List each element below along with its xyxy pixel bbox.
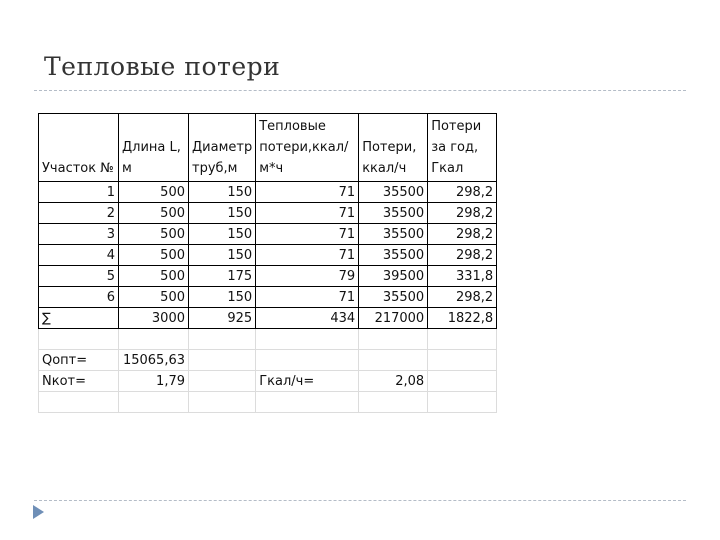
table-row [39, 224, 497, 245]
qopt-row [39, 350, 497, 371]
table-cell: 500 [119, 266, 189, 287]
heat-loss-table [38, 113, 497, 413]
header-cell: Участок № [39, 114, 119, 182]
table-cell: 500 [119, 182, 189, 203]
qopt-value: 15065,63 [119, 350, 189, 371]
slide-title: Тепловые потери [44, 52, 281, 81]
table-cell: 35500 [359, 245, 428, 266]
table-row [39, 203, 497, 224]
blank-row [39, 329, 497, 350]
table-cell: 150 [189, 287, 256, 308]
table-cell: 35500 [359, 224, 428, 245]
totals-row [39, 308, 497, 329]
triangle-bullet-icon [33, 505, 44, 519]
footer-divider [34, 500, 686, 501]
table-cell: 71 [256, 224, 359, 245]
table-cell: 71 [256, 182, 359, 203]
header-cell: Длина L, м [119, 114, 189, 182]
table-cell: 6 [39, 287, 119, 308]
table-cell: 331,8 [428, 266, 497, 287]
table-cell: 298,2 [428, 203, 497, 224]
total-cell: 3000 [119, 308, 189, 329]
table-cell: 35500 [359, 287, 428, 308]
table-cell: 150 [189, 245, 256, 266]
table-cell: 71 [256, 245, 359, 266]
gcal-value: 2,08 [359, 371, 428, 392]
table-cell: 298,2 [428, 224, 497, 245]
blank-row [39, 392, 497, 413]
qopt-label: Qопт= [39, 350, 119, 371]
table-cell: 35500 [359, 203, 428, 224]
header-cell: Потери за год, Гкал [428, 114, 497, 182]
table-row [39, 266, 497, 287]
header-cell: Тепловые потери,ккал/ м*ч [256, 114, 359, 182]
total-cell: 434 [256, 308, 359, 329]
table-cell: 2 [39, 203, 119, 224]
nkot-label: Nкот= [39, 371, 119, 392]
table-cell: 35500 [359, 182, 428, 203]
table-cell: 4 [39, 245, 119, 266]
table-cell: 71 [256, 203, 359, 224]
table-cell: 298,2 [428, 182, 497, 203]
table-cell: 298,2 [428, 245, 497, 266]
header-cell: Диаметр труб,м [189, 114, 256, 182]
table-cell: 298,2 [428, 287, 497, 308]
header-row [39, 114, 497, 182]
title-divider [34, 90, 686, 91]
table-cell: 3 [39, 224, 119, 245]
table-cell: 79 [256, 266, 359, 287]
nkot-row [39, 371, 497, 392]
total-cell: 217000 [359, 308, 428, 329]
table-cell: 71 [256, 287, 359, 308]
table-row [39, 182, 497, 203]
table-cell: 500 [119, 224, 189, 245]
table-cell: 500 [119, 245, 189, 266]
table-cell: 150 [189, 203, 256, 224]
table-cell: 150 [189, 224, 256, 245]
table-cell: 39500 [359, 266, 428, 287]
table-cell: 175 [189, 266, 256, 287]
total-cell: 925 [189, 308, 256, 329]
sum-symbol: ∑ [39, 308, 119, 329]
table-cell: 500 [119, 287, 189, 308]
table-cell: 5 [39, 266, 119, 287]
table-cell: 1 [39, 182, 119, 203]
table-cell: 150 [189, 182, 256, 203]
gcal-label: Гкал/ч= [256, 371, 359, 392]
table-row [39, 287, 497, 308]
table-row [39, 245, 497, 266]
table-cell: 500 [119, 203, 189, 224]
header-cell: Потери, ккал/ч [359, 114, 428, 182]
total-cell: 1822,8 [428, 308, 497, 329]
nkot-value: 1,79 [119, 371, 189, 392]
